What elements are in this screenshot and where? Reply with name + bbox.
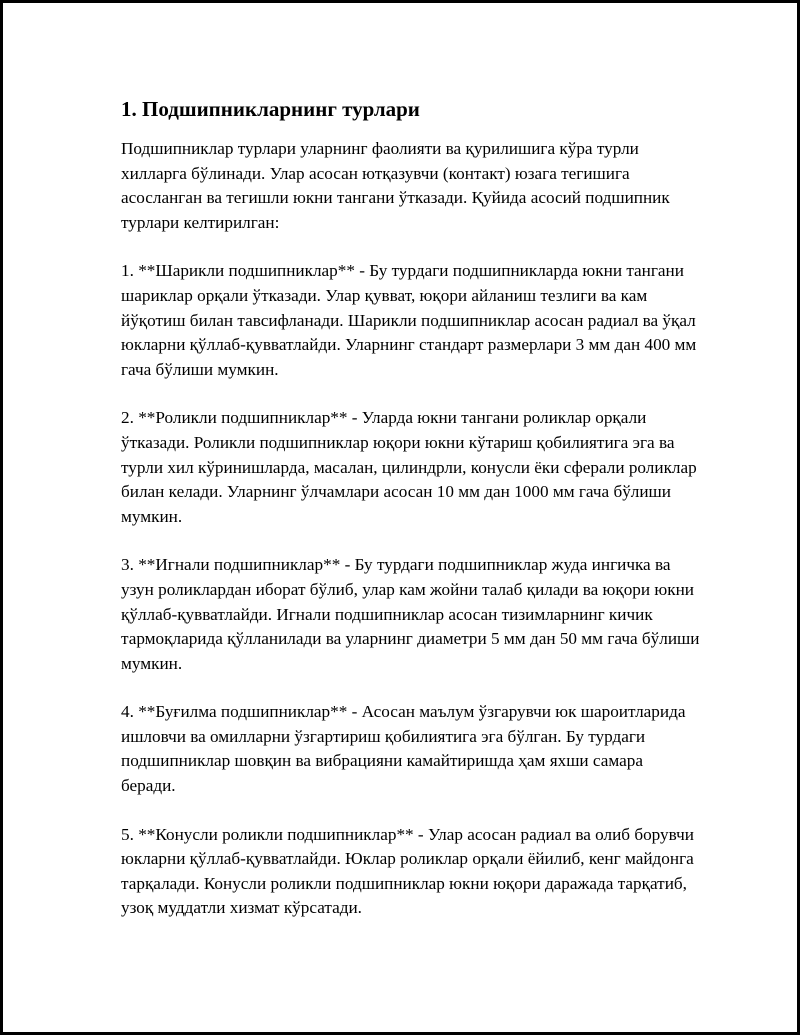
tapered-roller-bearings-paragraph: 5. **Конусли роликли подшипниклар** - Улар асосан радиал ва олиб борувчи юкларни қўллаб-қувватлайди. Юклар роликлар орқали ёйилиб, кенг майдонга тарқалади. Конусли роликли подшипниклар юкни юқори даражада тарқатиб, узоқ муддатли хизмат кўрсатади. (121, 824, 694, 918)
flexible-bearings-paragraph: 4. **Буғилма подшипниклар** - Асосан маълум ўзгарувчи юк шароитларида ишловчи ва омилларни ўзгартириш қобилиятига эга бўлган. Бу турдаги подшипниклар шовқин ва вибрацияни камайтиришда ҳам яхши самара беради. (121, 702, 686, 796)
needle-bearings-paragraph: 3. **Игнали подшипниклар** - Бу турдаги подшипниклар жуда ингичка ва узун роликлардан иборат бўлиб, улар кам жойни талаб қилади ва юқори юкни қўллаб-қувватлайди. Игнали подшипниклар асосан тизимларнинг кичик тармоқларида қўлланилади ва уларнинг диаметри 5 мм дан 50 мм гача бўлиши мумкин. (121, 555, 700, 673)
section-heading: 1. Подшипникларнинг турлари (121, 97, 420, 121)
intro-paragraph: Подшипниклар турлари уларнинг фаолияти ва қурилишига кўра турли хилларга бўлинади. Улар асосан ютқазувчи (контакт) юзага тегишига асосланган ва тегишли юкни тангани ўтказади. Қуйида асосий подшипник турлари келтирилган: (121, 139, 670, 232)
ball-bearings-paragraph: 1. **Шарикли подшипниклар** - Бу турдаги подшипникларда юкни тангани шариклар орқали ўтказади. Улар қувват, юқори айланиш тезлиги ва кам йўқотиш билан тавсифланади. Шарикли подшипниклар асосан радиал ва ўқал юкларни қўллаб-қувватлайди. Уларнинг стандарт размерлари 3 мм дан 400 мм гача бўлиши мумкин. (121, 261, 697, 379)
document-content (121, 95, 701, 945)
roller-bearings-paragraph: 2. **Роликли подшипниклар** - Уларда юкни тангани роликлар орқали ўтказади. Роликли подшипниклар юқори юкни кўтариш қобилиятига эга ва турли хил кўринишларда, масалан, цилиндрли, конусли ёки сферали роликлар билан келади. Уларнинг ўлчамлари асосан 10 мм дан 1000 мм гача бўлиши мумкин. (121, 408, 697, 526)
